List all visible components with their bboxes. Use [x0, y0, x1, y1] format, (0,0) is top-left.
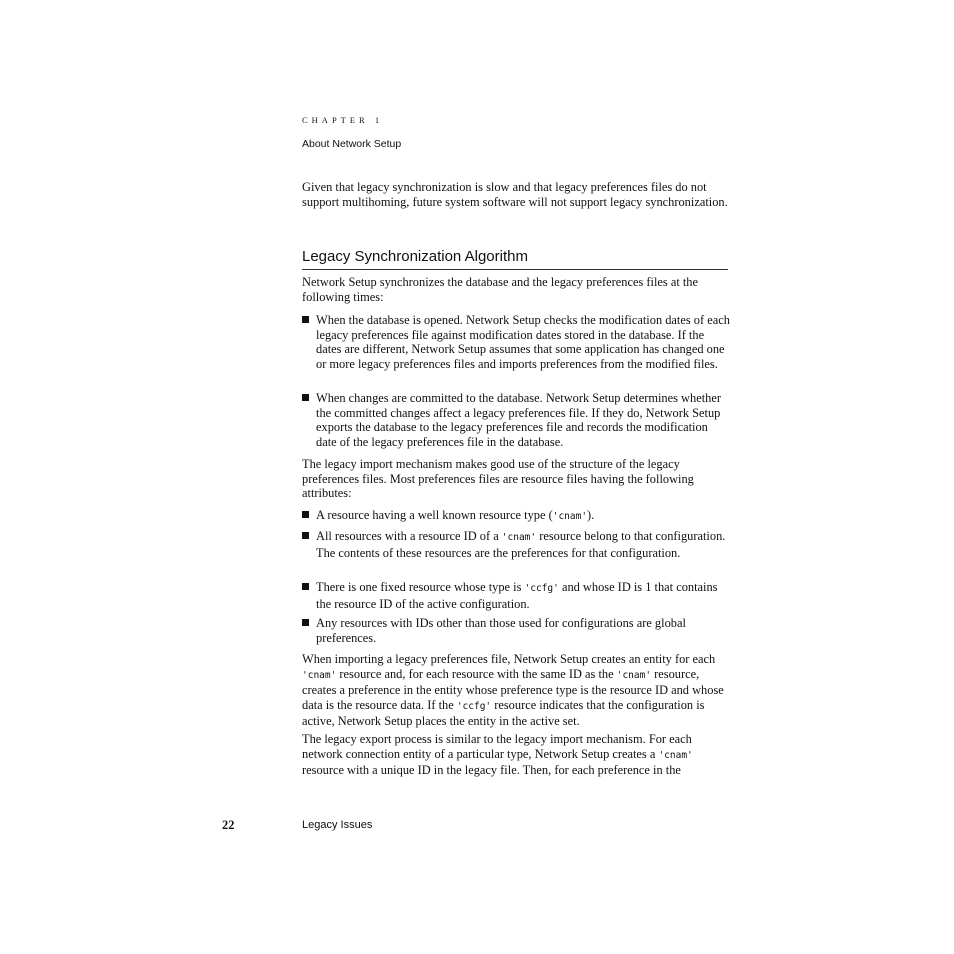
list-item — [302, 616, 730, 645]
bullet-icon — [302, 583, 309, 590]
paragraph-import-mechanism: The legacy import mechanism makes good use of the structure of the legacy preferences files. Most preferences files are resource files having the following attributes: — [302, 457, 694, 501]
footer-title: Legacy Issues — [302, 819, 373, 831]
code-ccfg: 'ccfg' — [524, 583, 559, 594]
paragraph-import-process: When importing a legacy preferences file, Network Setup creates an entity for each 'cnam' resource and, for each resource with the same ID as the 'cnam' resource, creates a preference in the entity whose preference type is the resource ID and whose data is the resource data. If the 'ccfg' resource indicates that the configuration is active, Network Setup places the entity in the active set. — [302, 652, 724, 729]
list-item-text: All resources with a resource ID of a 'cnam' resource belong to that configuration. The contents of these resources are the preferences for that configuration. — [316, 529, 726, 560]
bullet-icon — [302, 532, 309, 539]
list-item-text: A resource having a well known resource type ('cnam'). — [316, 508, 595, 522]
code-cnam: 'cnam' — [552, 511, 588, 522]
list-item — [302, 580, 730, 611]
list-item-text: When changes are committed to the database. Network Setup determines whether the committed changes affect a legacy preferences file. If they do, Network Setup exports the database to the legacy preferences file and records the modification date of the legacy preferences file in the database. — [316, 391, 721, 449]
code-cnam: 'cnam' — [616, 669, 652, 681]
code-cnam: 'cnam' — [302, 669, 337, 681]
bullet-icon — [302, 511, 309, 518]
intro-paragraph: Given that legacy synchronization is slow and that legacy preferences files do not support multihoming, future system software will not support legacy synchronization. — [302, 180, 728, 209]
page-number: 22 — [222, 818, 235, 832]
list-item — [302, 313, 730, 371]
list-item-text: There is one fixed resource whose type is 'ccfg' and whose ID is 1 that contains the resource ID of the active configuration. — [316, 580, 718, 611]
code-ccfg: 'ccfg' — [456, 700, 492, 712]
section-heading: Legacy Synchronization Algorithm — [302, 248, 728, 270]
list-item-text: When the database is opened. Network Setup checks the modification dates of each legacy preferences file against modification dates stored in the database. If the dates are different, Network Setup assumes that some application has changed one or more legacy preferences files and imports preferences from the modified files. — [316, 313, 730, 371]
list-item — [302, 391, 730, 449]
code-cnam: 'cnam' — [501, 532, 537, 543]
list-item — [302, 529, 730, 560]
paragraph-sync-times: Network Setup synchronizes the database and the legacy preferences files at the following times: — [302, 275, 698, 304]
code-cnam: 'cnam' — [658, 749, 693, 761]
list-item-text: Any resources with IDs other than those used for configurations are global preferences. — [316, 616, 686, 645]
paragraph-export-process: The legacy export process is similar to the legacy import mechanism. For each network connection entity of a particular type, Network Setup creates a 'cnam' resource with a unique ID in the legacy file. Then, for each preference in the — [302, 732, 693, 778]
chapter-label: CHAPTER 1 — [302, 115, 384, 125]
list-item — [302, 508, 730, 525]
bullet-icon — [302, 394, 309, 401]
running-title: About Network Setup — [302, 138, 402, 150]
bullet-icon — [302, 619, 309, 626]
bullet-icon — [302, 316, 309, 323]
